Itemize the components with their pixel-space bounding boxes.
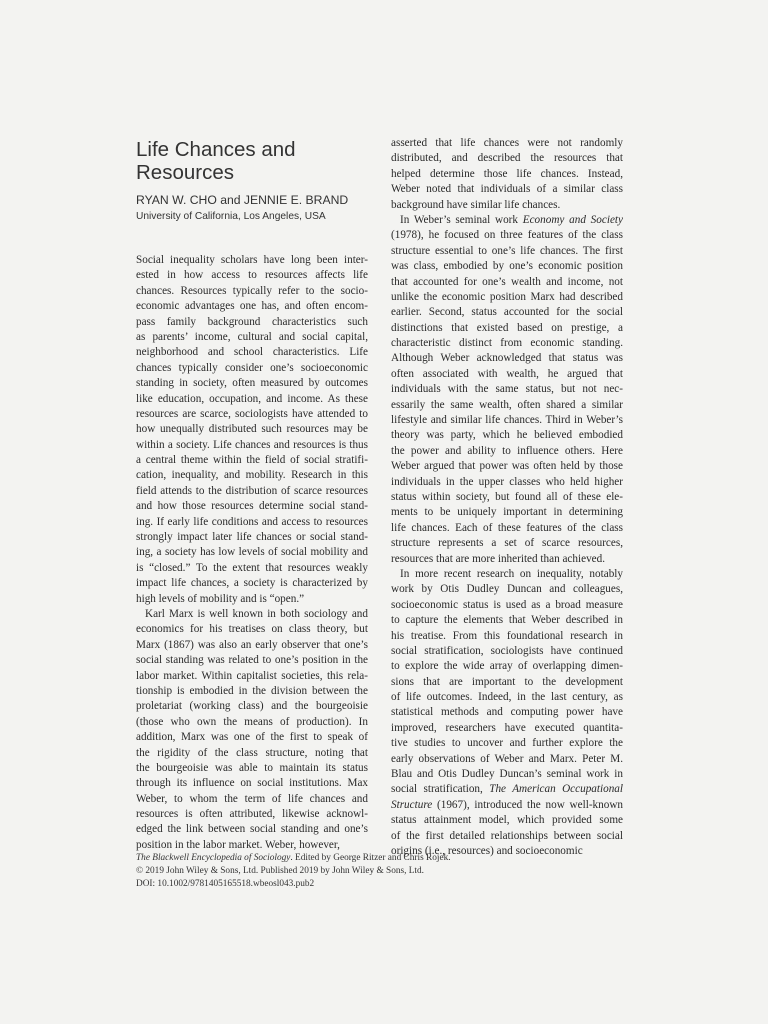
title-line: Life Chances and bbox=[136, 138, 296, 161]
text-line: high levels of mobility and is “open.” bbox=[136, 592, 305, 605]
text-line: resources that are more inherited than achieved. bbox=[391, 552, 606, 565]
text-line: socioeconomic status is used as a broad measure bbox=[391, 598, 623, 611]
text-line: chances typically consider one’s socioeconomic bbox=[136, 361, 368, 374]
text-line: distinctions that existed based on prestige, a bbox=[391, 321, 623, 334]
text-line: distributed, and described the resources that bbox=[391, 152, 623, 165]
text-line: often associated with wealth, he argued that bbox=[391, 367, 623, 380]
text-line: status attainment model, which provided some bbox=[391, 814, 623, 827]
text-line: Blau and Otis Dudley Duncan’s seminal work in bbox=[391, 768, 623, 781]
text-line: the rigidity of the class structure, noting that bbox=[136, 746, 368, 759]
work-title: Structure bbox=[391, 798, 433, 811]
text-line: ing, a society has low levels of social mobility and bbox=[136, 546, 368, 559]
text-line: a central theme within the field of social stratifi- bbox=[136, 454, 368, 467]
title-line: Resources bbox=[136, 161, 234, 184]
text-line: early observations of Weber and Marx. Peter M. bbox=[391, 752, 623, 765]
text-line: earlier. Second, status accounted for the social bbox=[391, 306, 623, 319]
text-line: social standing was related to one’s position in the bbox=[136, 654, 368, 667]
text-line: cation, inequality, and mobility. Research in this bbox=[136, 469, 368, 482]
text-line: strongly impact later life chances or social stand- bbox=[136, 531, 368, 544]
text-line: economics for his treatises on class theory, but bbox=[136, 623, 368, 636]
text-line: social stratification, The American Occupational bbox=[391, 783, 623, 796]
work-title: Economy and Society bbox=[522, 213, 623, 226]
text-line: his treatise. From this foundational research in bbox=[391, 629, 623, 642]
text-line: tive studies to uncover and further explore the bbox=[391, 737, 623, 750]
text-line: structure essential to one’s life chances. The first bbox=[391, 244, 623, 257]
footer-copyright-line: © 2019 John Wiley & Sons, Ltd. Published 2019 by John Wiley & Sons, Ltd. bbox=[136, 866, 424, 876]
text-line: theory was party, which he believed embodied bbox=[391, 429, 623, 442]
text-line: the power and ability to influence others. Here bbox=[391, 444, 623, 457]
text-line: chances. Resources typically refer to the socio- bbox=[136, 284, 368, 297]
text-line: lifestyle and similar life chances. Third in Weber’s bbox=[391, 414, 623, 427]
text-line: work by Otis Dudley Duncan and colleagues, bbox=[391, 583, 623, 596]
author-affiliation: University of California, Los Angeles, USA bbox=[136, 211, 326, 222]
text-line: economic advantages one has, and often encom- bbox=[136, 300, 368, 313]
citation-footer bbox=[136, 852, 636, 891]
text-line: like education, occupation, and income. As these bbox=[136, 392, 368, 405]
text-line: ested in how access to resources affects life bbox=[136, 269, 368, 282]
text-line: pass family background characteristics such bbox=[136, 315, 368, 328]
footer-doi-line: DOI: 10.1002/9781405165518.wbeosl043.pub2 bbox=[136, 879, 315, 889]
text-line: helped determine those life chances. Instead, bbox=[391, 167, 623, 180]
text-line: was class, embodied by one’s economic position bbox=[391, 260, 623, 273]
text-line: Marx (1867) was also an early observer that one’s bbox=[136, 638, 368, 651]
text-line: improved, researchers have executed quantita- bbox=[391, 721, 623, 734]
text-line: resources are scarce, sociologists have attended to bbox=[136, 407, 368, 420]
text-line: unlike the economic position Marx had described bbox=[391, 290, 623, 303]
text-line: background have similar life chances. bbox=[391, 198, 561, 211]
text-line: ments to be uniquely important in determining bbox=[391, 506, 623, 519]
text-line: Weber, to whom the term of life chances and bbox=[136, 792, 368, 805]
text-line: field attends to the distribution of scarce resources bbox=[136, 484, 368, 497]
author-names: RYAN W. CHO and JENNIE E. BRAND bbox=[136, 193, 349, 207]
text-line: labor market. Within capitalist societies, this rela- bbox=[136, 669, 368, 682]
text-line: ing. If early life conditions and access to resources bbox=[136, 515, 368, 528]
text-line: statistical methods and computing power have bbox=[391, 706, 623, 719]
text-line: is “closed.” To the extent that resources weakly bbox=[136, 561, 368, 574]
text-line: proletariat (working class) and the bourgeoisie bbox=[136, 700, 368, 713]
text-line: edged the link between social standing and one’s bbox=[136, 823, 368, 836]
text-line: neighborhood and school characteristics. Life bbox=[136, 346, 368, 359]
text-line: of the first detailed relationships between social bbox=[391, 829, 623, 842]
text-line: standing in society, often measured by outcomes bbox=[136, 377, 368, 390]
text-line: origins (i.e., resources) and socioeconomic bbox=[391, 844, 583, 857]
text-line: individuals in the upper classes who held higher bbox=[391, 475, 623, 488]
article-title bbox=[136, 138, 366, 184]
text-line: the bourgeoisie was able to maintain its status bbox=[136, 761, 368, 774]
text-line: as parents’ income, cultural and social capital, bbox=[136, 330, 368, 343]
text-line: Karl Marx is well known in both sociology and bbox=[145, 607, 368, 620]
text-line: of life outcomes. Indeed, in the last century, as bbox=[391, 691, 623, 704]
right-text-column bbox=[391, 136, 623, 859]
text-line: through its influence on social institutions. Max bbox=[136, 777, 368, 790]
left-text-column bbox=[136, 253, 368, 853]
text-line: resources is often attributed, likewise acknowl- bbox=[136, 808, 368, 821]
text-line: asserted that life chances were not randomly bbox=[391, 137, 623, 149]
text-line: Weber argued that power was often held by those bbox=[391, 460, 623, 473]
work-title: The American Occupational bbox=[489, 783, 623, 796]
text-line: that accounted for one’s wealth and income, not bbox=[391, 275, 623, 288]
text-line: position in the labor market. Weber, however, bbox=[136, 838, 340, 851]
text-line: Weber noted that individuals of a similar class bbox=[391, 183, 623, 196]
text-line: to capture the elements that Weber described in bbox=[391, 614, 623, 627]
text-line: impact life chances, a society is characterized by bbox=[136, 577, 368, 590]
text-line: In Weber’s seminal work Economy and Society bbox=[400, 213, 623, 226]
text-line: (those who own the means of production). In bbox=[136, 715, 368, 728]
text-line: Although Weber acknowledged that status was bbox=[391, 352, 623, 365]
text-line: social stratification, sociologists have continued bbox=[391, 644, 623, 657]
text-line: characteristic distinct from economic standing. bbox=[391, 337, 623, 350]
text-line: Structure (1967), introduced the now well-known bbox=[391, 798, 623, 811]
work-title: The Blackwell Encyclopedia of Sociology bbox=[136, 853, 291, 863]
text-line: structure represents a set of scarce resources, bbox=[391, 537, 623, 550]
text-line: and how those resources determine social stand- bbox=[136, 500, 368, 513]
text-line: essarily the same wealth, often shared a similar bbox=[391, 398, 623, 411]
text-line: addition, Marx was one of the first to speak of bbox=[136, 731, 368, 744]
text-line: tionship is embodied in the division between the bbox=[136, 684, 368, 697]
text-line: In more recent research on inequality, notably bbox=[400, 567, 623, 580]
text-line: within a society. Life chances and resources is thus bbox=[136, 438, 368, 451]
text-line: individuals with the same status, but not nec- bbox=[391, 383, 623, 396]
text-line: sions that are important to the development bbox=[391, 675, 623, 688]
text-line: (1978), he focused on three features of the class bbox=[391, 229, 623, 242]
text-line: how unequally distributed such resources may be bbox=[136, 423, 368, 436]
footer-citation-line: The Blackwell Encyclopedia of Sociology. Edited by George Ritzer and Chris Rojek. bbox=[136, 853, 451, 863]
text-line: to explore the wide array of overlapping dimen- bbox=[391, 660, 623, 673]
text-line: status within society, but found all of these ele- bbox=[391, 490, 623, 503]
text-line: Social inequality scholars have long been inter- bbox=[136, 254, 368, 266]
text-line: life chances. Each of these features of the class bbox=[391, 521, 623, 534]
